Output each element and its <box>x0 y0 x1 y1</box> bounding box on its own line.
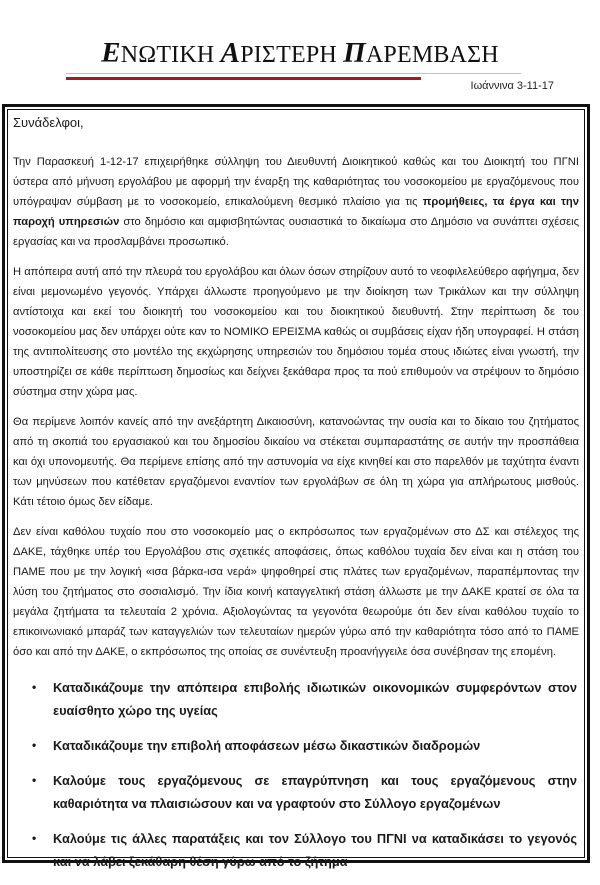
document-date: Ιωάννινα 3-11-17 <box>470 80 554 92</box>
header-divider-thin <box>66 73 521 74</box>
bullet-icon: • <box>32 831 37 845</box>
paragraph-4: Δεν είναι καθόλου τυχαίο που στο νοσοκομείο μας ο εκπρόσωπος των εργαζομένων στο ΔΣ και στέλεχος της ΔΑΚΕ, τάχθηκε υπέρ του Εργολάβου στις σχετικές αποφάσεις, όπως καθόλου τυχαία δεν είναι και η στάση του ΠΑΜΕ που με την λογική «ισα βάρκα-ισα νερά» ψηφοθηρεί στις πλάτες των εργαζομένων, παραπέμποντας την λύση του ζητήματος στο σοσιαλισμό. Την ίδια κοινή καταγγελτική στάση άλλωστε με την ΔΑΚΕ κρατεί σε όλα τα μεγάλα ζητήματα τα τελευταία 2 χρόνια. Αξιολογώντας τα γεγονότα θεωρούμε ότι δεν είναι καθόλου τυχαίο το επικοινωνιακό μπαράζ των καταγγελιών των τελευταίων ημερών γύρω από την καθαριότητα τόσο από το ΠΑΜΕ όσο και από την ΔΑΚΕ, ο εκπρόσωπος της οποίας σε συνέντευξη προανήγγειλε όσα συνέβησαν της επομένη. <box>13 526 579 658</box>
paragraph-2: Η απόπειρα αυτή από την πλευρά του εργολάβου και όλων όσων στηρίζουν αυτό το νεοφιλελεύθερο αφήγημα, δεν είναι μεμονωμένο γεγονός. Υπάρχει άλλωστε προηγούμενο με την διοίκηση των Τρικάλων και την σύλληψη αντίστοιχα και εκεί του διοικητή του νοσοκομείου και του διοικητικού διευθυντή. Στην περίπτωση δε του νοσοκομείου μας δεν υπάρχει ούτε καν το ΝΟΜΙΚΟ ΕΡΕΙΣΜΑ καθώς οι συμβάσεις είχαν ήδη υπογραφεί. Η στάση της αντιπολίτευσης στο μοντέλο της εκχώρησης υπηρεσιών του δημόσιου τομέα στους ιδιώτες είναι γνωστή, την υποστηρίζει σε κάθε περίπτωση δημοσίως και δείχνει ξεκάθαρα προς τα πού επιθυμούν να στρέψουν το δημόσιο σύστημα στην χώρα μας. <box>13 266 579 398</box>
title-word-2: ΑΡΙΣΤΕΡΗ <box>220 37 344 69</box>
letter-body <box>13 113 579 885</box>
greeting: Συνάδελφοι, <box>13 115 84 130</box>
emphasis-text: προμήθειες, τα έργα και την παροχή υπηρεσιών <box>13 196 579 228</box>
demand-item: • Καταδικάζουμε την απόπειρα επιβολής ιδιωτικών οικονομικών συμφερόντων στον ευαίσθητο χώρο της υγείας <box>13 676 579 722</box>
demand-item: • Καλούμε τις άλλες παρατάξεις και τον Σύλλογο του ΠΓΝΙ να καταδικάσει το γεγονός και να λάβει ξεκάθαρη θέση γύρω από το ζήτημα <box>13 827 579 873</box>
bullet-icon: • <box>32 738 37 752</box>
bullet-icon: • <box>32 680 37 694</box>
demand-item: • Καταδικάζουμε την επιβολή αποφάσεων μέσω δικαστικών διαδρομών <box>13 734 579 757</box>
demands-list <box>13 676 579 873</box>
paragraph-1: Την Παρασκευή 1-12-17 επιχειρήθηκε σύλληψη του Διευθυντή Διοικητικού καθώς και του Διοικητή του ΠΓΝΙ ύστερα από μήνυση εργολάβου με αφορμή την έναρξη της καθαριότητας του νοσοκομείου με εργαζόμενους που υπόγραψαν σύμβαση με το νοσοκομείο, επικαλούμενη θεσμικό πλαίσιο για τις προμήθειες, τα έργα και την παροχή υπηρεσιών στο δημόσιο και αμφισβητώντας ουσιαστικά το δικαίωμα στο Δημόσιο να συνάπτει σχέσεις εργασίας και να προσλαμβάνει προσωπικό. <box>13 156 579 248</box>
organization-title <box>0 38 600 70</box>
header-divider-thick <box>66 77 421 80</box>
paragraph-3: Θα περίμενε λοιπόν κανείς από την ανεξάρτητη Δικαιοσύνη, κατανοώντας την ουσία και το δίκαιο του ζητήματος από τη σκοπιά του εργασιακού και του δημοσίου δικαίου να στέκεται συμπαραστάτης σε αυτήν την προσπάθεια και όχι υπονομευτής. Θα περίμενε επίσης από την αστυνομία να είχε κινηθεί και στο παρελθόν με ταχύτητα έναντι των μηνύσεων που κατέθεταν εργαζόμενοι εναντίον των εργολάβων σε όλη τη χώρα για απλήρωτους μισθούς. Κάτι τέτοιο όμως δεν είδαμε. <box>13 416 579 508</box>
demand-item: • Καλούμε τους εργαζόμενους σε επαγρύπνηση και τους εργαζόμενους στην καθαριότητα να πλαισιώσουν και να γραφτούν στο Σύλλογο εργαζομένων <box>13 769 579 815</box>
bullet-icon: • <box>32 773 37 787</box>
letter-frame <box>2 104 590 869</box>
title-word-3: ΠΑΡΕΜΒΑΣΗ <box>343 37 499 69</box>
title-word-1: ΕΝΩΤΙΚΗ <box>101 37 221 69</box>
